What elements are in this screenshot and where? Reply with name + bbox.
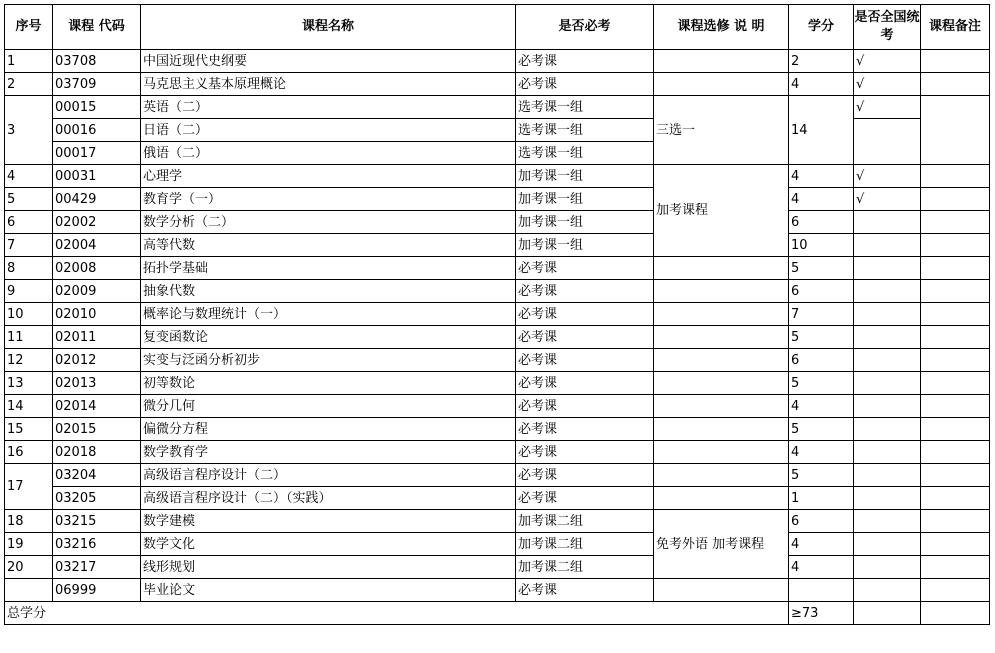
cell-name: 数学教育学 [141,441,516,464]
table-row [5,395,990,418]
cell-national [854,441,921,464]
cell-national [854,556,921,579]
table-row [5,510,990,533]
cell-remark [921,579,990,602]
cell-credit: 2 [789,50,854,73]
cell-remark [921,73,990,96]
table-row [5,441,990,464]
cell-credit: 5 [789,418,854,441]
cell-remark [921,464,990,487]
cell-seq: 20 [5,556,53,579]
cell-required: 必考课 [516,73,654,96]
cell-code: 03709 [53,73,141,96]
cell-national: √ [854,96,921,119]
table-row [5,533,990,556]
cell-required: 必考课 [516,280,654,303]
cell-seq: 16 [5,441,53,464]
table-row [5,188,990,211]
cell-name: 高级语言程序设计（二） [141,464,516,487]
cell-seq: 3 [5,96,53,165]
cell-seq: 19 [5,533,53,556]
cell-seq: 5 [5,188,53,211]
table-row [5,349,990,372]
cell-required: 加考课一组 [516,211,654,234]
total-label: 总学分 [5,602,789,625]
cell-required: 加考课二组 [516,510,654,533]
total-row [5,602,990,625]
cell-credit: 6 [789,211,854,234]
cell-national [854,510,921,533]
header-required: 是否必考 [516,5,654,50]
cell-name: 数学建模 [141,510,516,533]
cell-code: 02012 [53,349,141,372]
cell-credit: 4 [789,165,854,188]
cell-code: 02004 [53,234,141,257]
cell-elective-note [654,280,789,303]
cell-code: 02002 [53,211,141,234]
cell-code: 00016 [53,119,141,142]
cell-national [854,326,921,349]
cell-remark [921,257,990,280]
cell-name: 偏微分方程 [141,418,516,441]
cell-name: 数学分析（二） [141,211,516,234]
cell-seq: 6 [5,211,53,234]
cell-required: 必考课 [516,50,654,73]
cell-code: 03205 [53,487,141,510]
header-seq: 序号 [5,5,53,50]
cell-seq: 15 [5,418,53,441]
cell-required: 必考课 [516,395,654,418]
cell-name: 微分几何 [141,395,516,418]
table-row [5,556,990,579]
total-credit: ≥73 [789,602,854,625]
cell-national: √ [854,50,921,73]
cell-code: 00017 [53,142,141,165]
cell-credit: 6 [789,510,854,533]
header-credit: 学分 [789,5,854,50]
cell-seq [5,579,53,602]
cell-name: 日语（二） [141,119,516,142]
cell-seq: 13 [5,372,53,395]
cell-credit: 5 [789,464,854,487]
cell-credit: 4 [789,395,854,418]
table-row [5,257,990,280]
header-name: 课程名称 [141,5,516,50]
cell-required: 必考课 [516,418,654,441]
cell-elective-note [654,50,789,73]
header-row [5,5,990,50]
cell-code: 02018 [53,441,141,464]
cell-seq: 9 [5,280,53,303]
elective-note-extra-group-one: 加考课程 [654,165,789,257]
cell-seq: 14 [5,395,53,418]
cell-seq: 7 [5,234,53,257]
total-national [854,602,921,625]
cell-remark [921,234,990,257]
table-row [5,73,990,96]
cell-remark [921,441,990,464]
table-row [5,211,990,234]
cell-seq: 18 [5,510,53,533]
cell-national [854,487,921,510]
table-row [5,418,990,441]
cell-elective-note [654,418,789,441]
cell-remark [921,280,990,303]
cell-remark [921,165,990,188]
cell-elective-note [654,349,789,372]
cell-remark [921,303,990,326]
course-table [4,4,990,625]
cell-credit: 6 [789,349,854,372]
cell-name: 心理学 [141,165,516,188]
cell-remark [921,372,990,395]
cell-name: 教育学（一） [141,188,516,211]
cell-national: √ [854,165,921,188]
cell-remark [921,395,990,418]
cell-elective-note [654,372,789,395]
cell-remark [921,349,990,372]
cell-remark [921,211,990,234]
cell-name: 俄语（二） [141,142,516,165]
cell-credit [789,579,854,602]
table-row [5,326,990,349]
cell-credit: 4 [789,73,854,96]
cell-remark [921,50,990,73]
cell-remark [921,418,990,441]
cell-code: 00031 [53,165,141,188]
cell-credit: 14 [789,96,854,165]
header-national: 是否全国统考 [854,5,921,50]
cell-required: 必考课 [516,349,654,372]
cell-national [854,349,921,372]
cell-required: 必考课 [516,303,654,326]
table-row [5,280,990,303]
cell-remark [921,487,990,510]
table-row [5,464,990,487]
cell-credit: 1 [789,487,854,510]
cell-required: 选考课一组 [516,142,654,165]
cell-required: 必考课 [516,257,654,280]
cell-credit: 4 [789,441,854,464]
cell-national [854,533,921,556]
cell-seq: 12 [5,349,53,372]
table-row [5,50,990,73]
cell-required: 必考课 [516,579,654,602]
cell-elective-note [654,303,789,326]
cell-code: 02009 [53,280,141,303]
cell-required: 加考课一组 [516,165,654,188]
elective-note-extra-group-two: 免考外语 加考课程 [654,510,789,579]
cell-seq: 8 [5,257,53,280]
cell-code: 00015 [53,96,141,119]
cell-remark [921,96,990,165]
cell-code: 03215 [53,510,141,533]
cell-code: 02010 [53,303,141,326]
cell-elective-note [654,441,789,464]
cell-national [854,257,921,280]
cell-code: 00429 [53,188,141,211]
cell-name: 概率论与数理统计（一） [141,303,516,326]
cell-seq: 11 [5,326,53,349]
cell-national [854,395,921,418]
table-row [5,487,990,510]
cell-remark [921,556,990,579]
cell-remark [921,510,990,533]
cell-elective-note [654,73,789,96]
cell-remark [921,326,990,349]
cell-credit: 5 [789,257,854,280]
cell-required: 加考课一组 [516,188,654,211]
cell-national: √ [854,73,921,96]
cell-credit: 6 [789,280,854,303]
cell-national [854,579,921,602]
cell-national [854,303,921,326]
cell-code: 03216 [53,533,141,556]
cell-name: 线形规划 [141,556,516,579]
cell-name: 毕业论文 [141,579,516,602]
table-row [5,96,990,119]
cell-name: 数学文化 [141,533,516,556]
header-elective-note: 课程选修 说 明 [654,5,789,50]
cell-required: 必考课 [516,326,654,349]
cell-name: 复变函数论 [141,326,516,349]
cell-seq: 4 [5,165,53,188]
cell-code: 02013 [53,372,141,395]
cell-seq: 17 [5,464,53,510]
cell-required: 加考课二组 [516,556,654,579]
cell-name: 实变与泛函分析初步 [141,349,516,372]
cell-seq: 1 [5,50,53,73]
cell-name: 马克思主义基本原理概论 [141,73,516,96]
total-remark [921,602,990,625]
cell-required: 选考课一组 [516,119,654,142]
cell-name: 拓扑学基础 [141,257,516,280]
cell-elective-note [654,395,789,418]
cell-credit: 4 [789,533,854,556]
cell-name: 高级语言程序设计（二）（实践） [141,487,516,510]
cell-elective-note [654,579,789,602]
cell-national: √ [854,188,921,211]
cell-elective-note [654,487,789,510]
cell-name: 抽象代数 [141,280,516,303]
cell-code: 06999 [53,579,141,602]
cell-seq: 2 [5,73,53,96]
cell-remark [921,188,990,211]
cell-required: 加考课一组 [516,234,654,257]
table-row [5,234,990,257]
cell-required: 选考课一组 [516,96,654,119]
cell-credit: 5 [789,372,854,395]
cell-seq: 10 [5,303,53,326]
cell-elective-note [654,257,789,280]
cell-required: 必考课 [516,372,654,395]
table-row [5,372,990,395]
cell-code: 03204 [53,464,141,487]
cell-credit: 5 [789,326,854,349]
cell-code: 03217 [53,556,141,579]
cell-name: 中国近现代史纲要 [141,50,516,73]
table-row [5,303,990,326]
cell-elective-note [654,326,789,349]
cell-national [854,234,921,257]
cell-code: 02011 [53,326,141,349]
cell-name: 英语（二） [141,96,516,119]
cell-national [854,372,921,395]
cell-national [854,418,921,441]
table-row [5,165,990,188]
cell-name: 高等代数 [141,234,516,257]
cell-national [854,280,921,303]
cell-required: 加考课二组 [516,533,654,556]
cell-credit: 7 [789,303,854,326]
cell-required: 必考课 [516,441,654,464]
cell-credit: 4 [789,188,854,211]
cell-credit: 10 [789,234,854,257]
cell-required: 必考课 [516,487,654,510]
cell-code: 03708 [53,50,141,73]
cell-code: 02014 [53,395,141,418]
cell-national [854,211,921,234]
cell-required: 必考课 [516,464,654,487]
cell-code: 02015 [53,418,141,441]
cell-credit: 4 [789,556,854,579]
header-remark: 课程备注 [921,5,990,50]
elective-note-language-group: 三选一 [654,96,789,165]
cell-name: 初等数论 [141,372,516,395]
cell-national [854,464,921,487]
cell-remark [921,533,990,556]
cell-code: 02008 [53,257,141,280]
table-row [5,579,990,602]
cell-national [854,119,921,165]
header-code: 课程 代码 [53,5,141,50]
cell-elective-note [654,464,789,487]
